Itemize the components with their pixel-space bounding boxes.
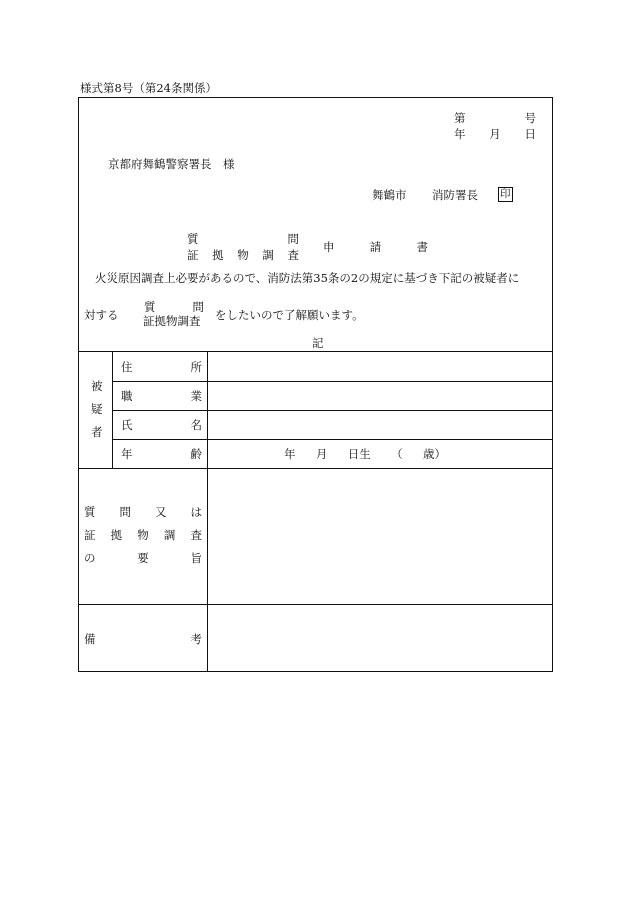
age-year: 年 (284, 447, 296, 461)
occupation-label-2: 業 (190, 389, 202, 403)
purpose-l2-5: 査 (190, 528, 202, 542)
purpose-l3-2: 要 (137, 551, 149, 565)
row-rule-3 (112, 439, 552, 440)
date-line (454, 126, 536, 142)
purpose-l2-4: 調 (163, 528, 176, 542)
purpose-bottom-rule (79, 604, 552, 605)
heading-bottom (187, 247, 299, 263)
purpose-l1-1: 質 (84, 505, 96, 519)
heading-tail-3: 書 (416, 240, 428, 254)
purpose-l1-4: は (190, 505, 202, 519)
age-value[interactable] (284, 446, 446, 462)
heading-bottom-5: 査 (287, 248, 299, 262)
purpose-l1-3: 又 (155, 505, 167, 519)
heading-top-1: 質 (187, 232, 199, 246)
suspect-bottom-rule (79, 468, 552, 469)
suspect-label-3: 者 (91, 425, 103, 439)
purpose-label-line-1 (84, 504, 202, 520)
seal-mark (498, 186, 513, 202)
remarks-label (84, 631, 202, 647)
heading-bottom-1: 証 (187, 248, 199, 262)
remarks-label-2: 考 (190, 632, 202, 646)
heading-tail (323, 239, 428, 255)
purpose-l2-1: 証 (84, 528, 96, 542)
form-frame (78, 97, 553, 672)
suspect-label-2: 疑 (91, 402, 103, 416)
purpose-l2-2: 拠 (110, 528, 123, 542)
heading-top (187, 231, 299, 247)
address-label (121, 359, 202, 375)
purpose-l2-3: 物 (137, 528, 149, 542)
purpose-l1-2: 問 (119, 505, 131, 519)
age-years-old: 歳） (423, 447, 446, 461)
occupation-label-1: 職 (121, 389, 133, 403)
row-rule-1 (112, 381, 552, 382)
body-choice-bottom: 証拠物調査 (143, 314, 201, 328)
table-top-rule (79, 351, 552, 352)
age-paren-open: （ (391, 447, 403, 461)
sender-city: 舞鶴市 (372, 188, 407, 202)
seal-box: 印 (500, 188, 511, 200)
doc-number-prefix: 第 (454, 111, 466, 125)
sender-title: 消防署長 (432, 188, 478, 202)
heading-bottom-4: 調 (262, 248, 274, 262)
ki-mark: 記 (312, 336, 324, 350)
suspect-label-1: 被 (91, 379, 103, 393)
date-month: 月 (489, 127, 501, 141)
age-label (121, 446, 202, 462)
date-day: 日 (524, 127, 536, 141)
age-label-1: 年 (121, 447, 133, 461)
name-label-2: 名 (190, 418, 202, 432)
heading-bottom-3: 物 (237, 248, 249, 262)
remarks-label-1: 備 (84, 632, 96, 646)
body-prefix: 対する (84, 308, 119, 322)
body-choice-top-2: 問 (192, 300, 204, 314)
name-label (121, 417, 202, 433)
address-label-2: 所 (190, 360, 202, 374)
body-suffix: をしたいので了解願います。 (215, 308, 364, 322)
purpose-l3-1: の (84, 551, 96, 565)
age-month: 月 (315, 447, 328, 461)
label-value-divider (207, 351, 208, 672)
purpose-label-line-3 (84, 550, 202, 566)
body-line-1: 火災原因調査上必要があるので、消防法第35条の2の規定に基づき下記の被疑者に (95, 271, 520, 285)
purpose-label-line-2 (84, 527, 202, 543)
age-birthday: 日生 (347, 447, 371, 461)
form-title: 様式第8号（第24条関係） (80, 81, 217, 95)
heading-tail-1: 申 (323, 240, 335, 254)
heading-top-2: 問 (287, 232, 299, 246)
name-label-1: 氏 (121, 418, 133, 432)
heading-tail-2: 請 (369, 240, 382, 254)
address-label-1: 住 (121, 360, 133, 374)
heading-bottom-2: 拠 (212, 248, 224, 262)
addressee: 京都府舞鶴警察署長 様 (108, 157, 235, 171)
purpose-l3-3: 旨 (190, 551, 202, 565)
date-year: 年 (454, 127, 466, 141)
suspect-group-divider (112, 351, 113, 468)
doc-number-suffix: 号 (524, 111, 536, 125)
body-choice-top-1: 質 (144, 300, 156, 314)
doc-number (454, 110, 536, 126)
age-label-2: 齢 (190, 447, 202, 461)
occupation-label (121, 388, 202, 404)
row-rule-2 (112, 410, 552, 411)
